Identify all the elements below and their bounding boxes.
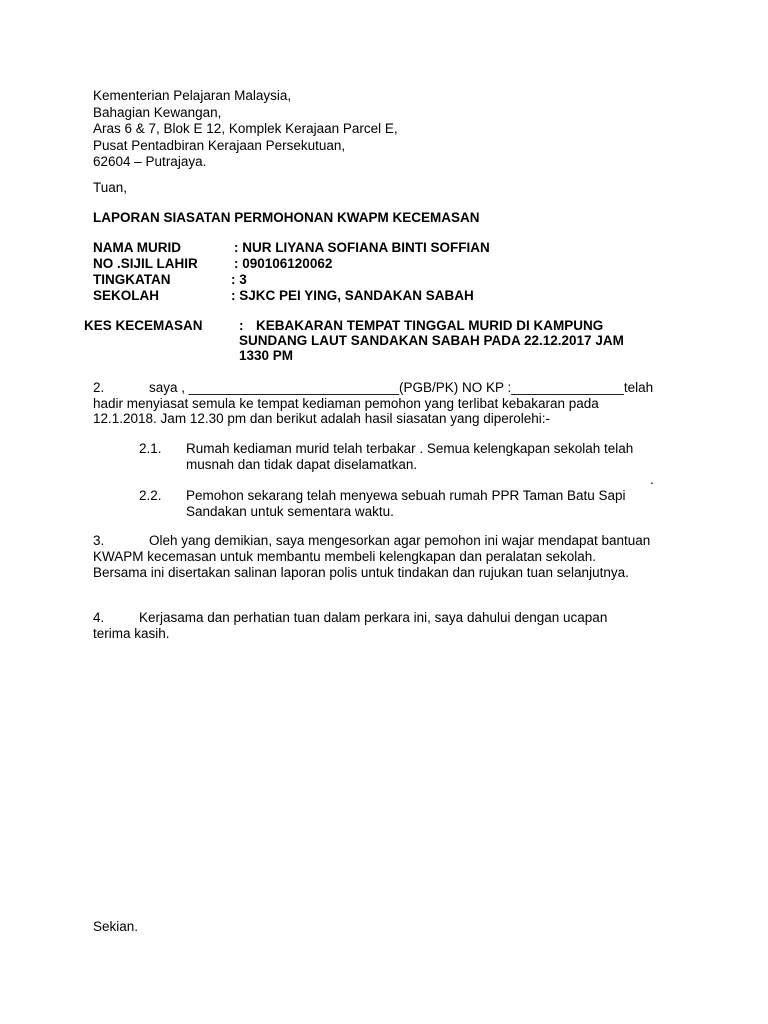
- closing: Sekian.: [93, 919, 139, 934]
- student-name-value: : NUR LIYANA SOFIANA BINTI SOFFIAN: [234, 240, 490, 255]
- paragraph-4-line: terima kasih.: [93, 626, 170, 641]
- recipient-address: [93, 88, 398, 171]
- item-2-2-line: Sandakan untuk sementara waktu.: [186, 504, 394, 519]
- form-level-label: TINGKATAN: [93, 272, 171, 287]
- paragraph-2-line: 12.1.2018. Jam 12.30 pm dan berikut adalah hasil siasatan yang diperolehi:-: [93, 411, 551, 426]
- paragraph-4-number: 4.: [93, 610, 105, 625]
- salutation: Tuan,: [93, 180, 128, 195]
- student-name-label: NAMA MURID: [93, 240, 181, 255]
- letter-subject: LAPORAN SIASATAN PERMOHONAN KWAPM KECEMASAN: [93, 210, 480, 225]
- paragraph-3-line: Oleh yang demikian, saya mengesorkan agar pemohon ini wajar mendapat bantuan: [149, 533, 651, 548]
- paragraph-3-number: 3.: [93, 533, 105, 548]
- address-line: Pusat Pentadbiran Kerajaan Persekutuan,: [93, 137, 346, 153]
- paragraph-2-line: hadir menyiasat semula ke tempat kediaman pemohon yang terlibat kebakaran pada: [93, 396, 599, 411]
- item-2-2-line: Pemohon sekarang telah menyewa sebuah rumah PPR Taman Batu Sapi: [186, 488, 626, 503]
- school-value: : SJKC PEI YING, SANDAKAN SABAH: [231, 288, 474, 303]
- emergency-case-line: 1330 PM: [239, 348, 294, 363]
- paragraph-3-line: KWAPM kecemasan untuk membantu membeli kelengkapan dan peralatan sekolah.: [93, 549, 597, 564]
- item-2-1-line: musnah dan tidak dapat diselamatkan.: [186, 457, 418, 472]
- school-label: SEKOLAH: [93, 288, 160, 303]
- stray-dot: .: [650, 472, 654, 487]
- form-level-value: : 3: [231, 272, 247, 287]
- address-line: Aras 6 & 7, Blok E 12, Komplek Kerajaan Parcel E,: [93, 121, 398, 136]
- item-2-1-number: 2.1.: [139, 441, 162, 456]
- address-line: Bahagian Kewangan,: [93, 104, 222, 120]
- birth-cert-label: NO .SIJIL LAHIR: [93, 256, 198, 271]
- birth-cert-value: : 090106120062: [234, 256, 333, 271]
- emergency-case-line: KEBAKARAN TEMPAT TINGGAL MURID DI KAMPUNG: [256, 318, 604, 333]
- address-line: Kementerian Pelajaran Malaysia,: [93, 88, 292, 103]
- item-2-2-number: 2.2.: [139, 488, 162, 503]
- emergency-case-colon: :: [239, 318, 244, 333]
- paragraph-3-line: Bersama ini disertakan salinan laporan polis untuk tindakan dan rujukan tuan selanjutnya.: [93, 565, 629, 580]
- item-2-1-line: Rumah kediaman murid telah terbakar . Semua kelengkapan sekolah telah: [186, 441, 634, 456]
- paragraph-2-number: 2.: [93, 380, 105, 395]
- emergency-case-label: KES KECEMASAN: [84, 318, 203, 333]
- paragraph-4-line: Kerjasama dan perhatian tuan dalam perkara ini, saya dahului dengan ucapan: [139, 610, 608, 625]
- emergency-case-line: SUNDANG LAUT SANDAKAN SABAH PADA 22.12.2017 JAM: [239, 333, 624, 348]
- paragraph-2-first-line: saya , ____________________________(PGB/PK) NO KP :_______________telah: [149, 380, 654, 395]
- address-line: 62604 – Putrajaya.: [93, 154, 207, 169]
